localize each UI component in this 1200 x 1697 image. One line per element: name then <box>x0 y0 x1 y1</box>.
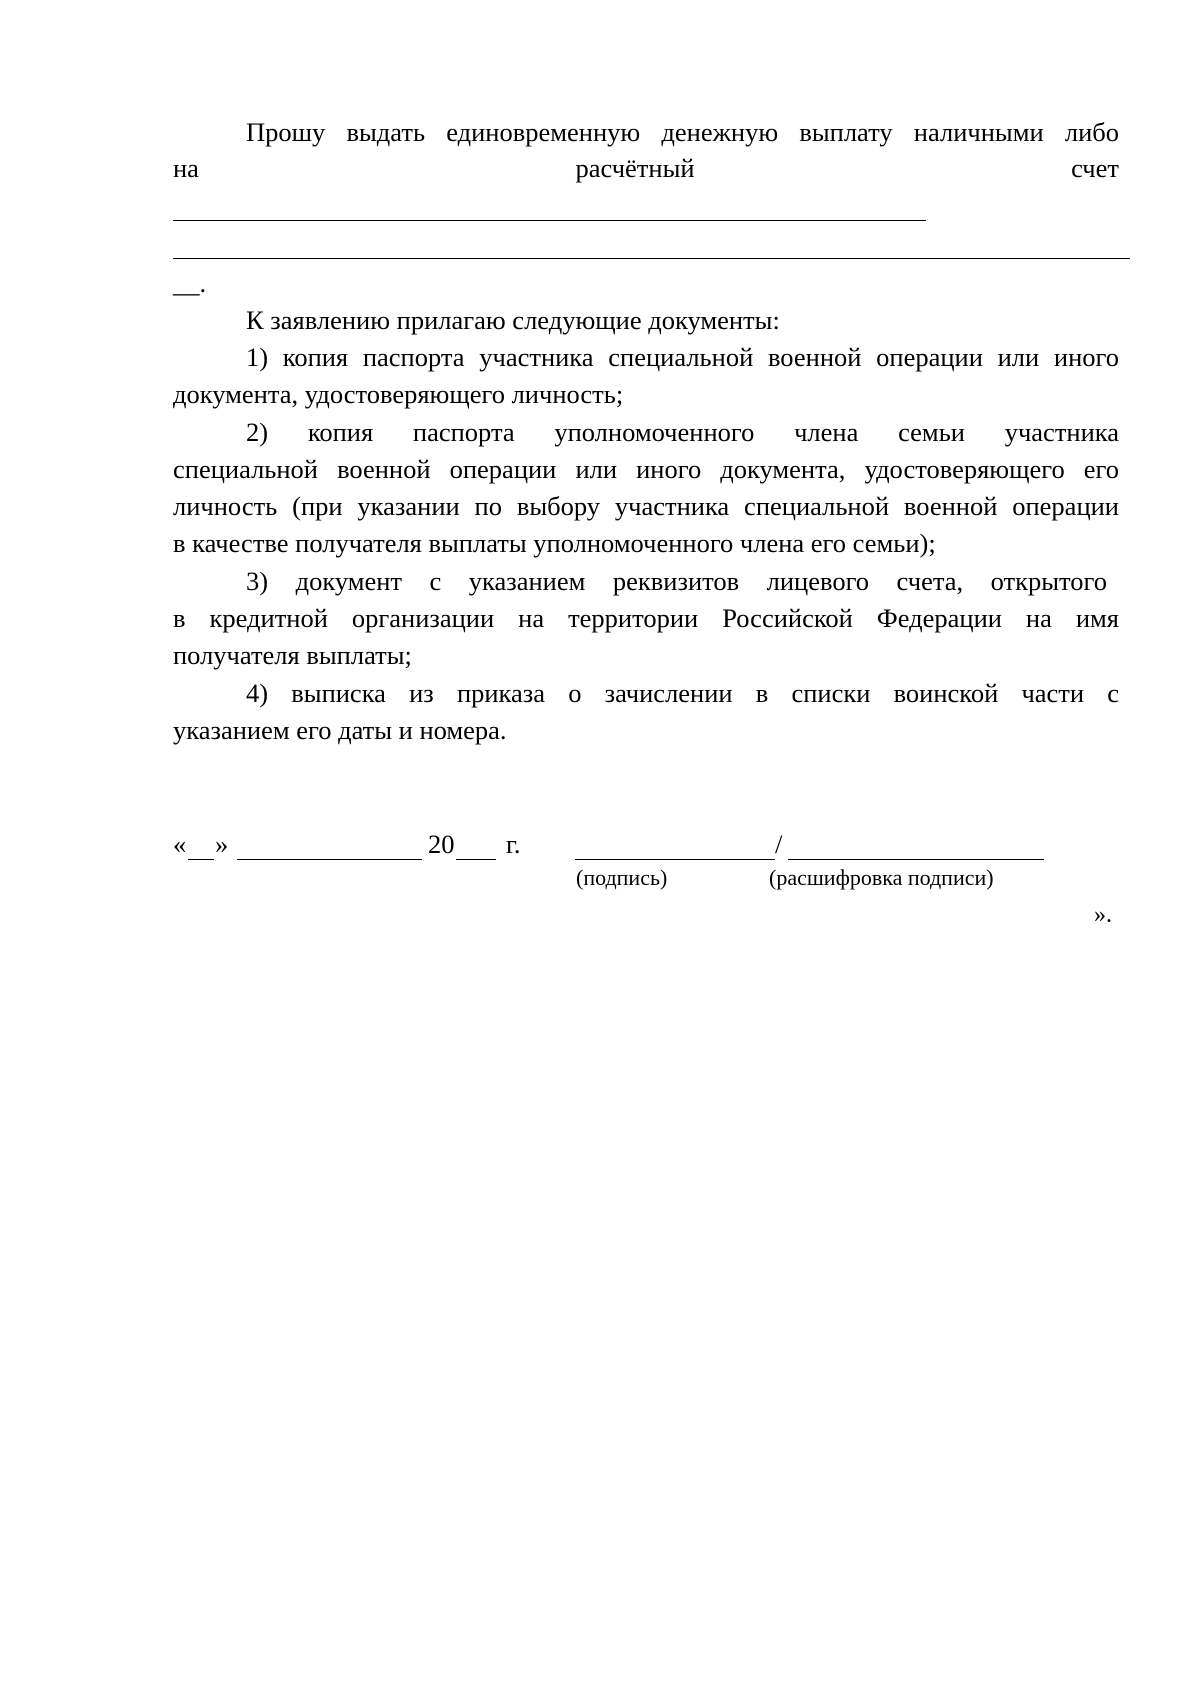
word-na: на <box>173 153 199 183</box>
attachment-item-1-line-2: документа, удостоверяющего личность; <box>173 379 624 409</box>
signature-caption: (подпись) <box>576 865 668 890</box>
date-close-quote: » <box>215 829 229 859</box>
attachment-item-2-line-3: личность (при указании по выбору участника специальной военной операции <box>173 491 1119 521</box>
word-schet: счет <box>1071 153 1119 183</box>
year-prefix: 20 <box>428 829 455 859</box>
attachment-item-2-line-4: в качестве получателя выплаты уполномоченного члена его семьи); <box>173 528 936 558</box>
year-blank <box>456 859 496 860</box>
attachment-item-4-line-2: указанием его даты и номера. <box>173 715 507 745</box>
signature-decoding-caption: (расшифровка подписи) <box>769 865 994 890</box>
account-blank-line-2 <box>173 258 1130 259</box>
attachments-intro: К заявлению прилагаю следующие документы: <box>246 305 780 335</box>
attachment-item-3-line-2: в кредитной организации на территории Российской Федерации на имя <box>173 603 1119 633</box>
month-blank <box>237 859 422 860</box>
attachment-item-2-line-1: 2) копия паспорта уполномоченного члена семьи участника <box>246 417 1119 447</box>
attachment-item-3-line-1: 3) документ с указанием реквизитов лицевого счета, открытого <box>246 566 1107 596</box>
signature-slash: / <box>775 829 783 859</box>
attachment-item-3-line-3: получателя выплаты; <box>173 640 412 670</box>
date-open-quote: « <box>173 829 187 859</box>
account-blank-line-1 <box>173 220 926 221</box>
attachment-item-4-line-1: 4) выписка из приказа о зачислении в списки воинской части с <box>246 678 1119 708</box>
day-blank <box>188 859 214 860</box>
signature-decoding-blank <box>788 859 1044 860</box>
closing-mark: ». <box>1094 902 1112 928</box>
year-suffix: г. <box>506 829 521 859</box>
application-line-2 <box>173 150 1119 187</box>
application-line-1: Прошу выдать единовременную денежную выплату наличными либо <box>246 117 1119 147</box>
account-blank-end: __. <box>173 268 207 298</box>
signature-blank <box>575 859 775 860</box>
attachment-item-1-line-1: 1) копия паспорта участника специальной военной операции или иного <box>246 342 1119 372</box>
attachment-item-2-line-2: специальной военной операции или иного документа, удостоверяющего его <box>173 454 1119 484</box>
word-raschetny: расчётный <box>575 153 695 183</box>
